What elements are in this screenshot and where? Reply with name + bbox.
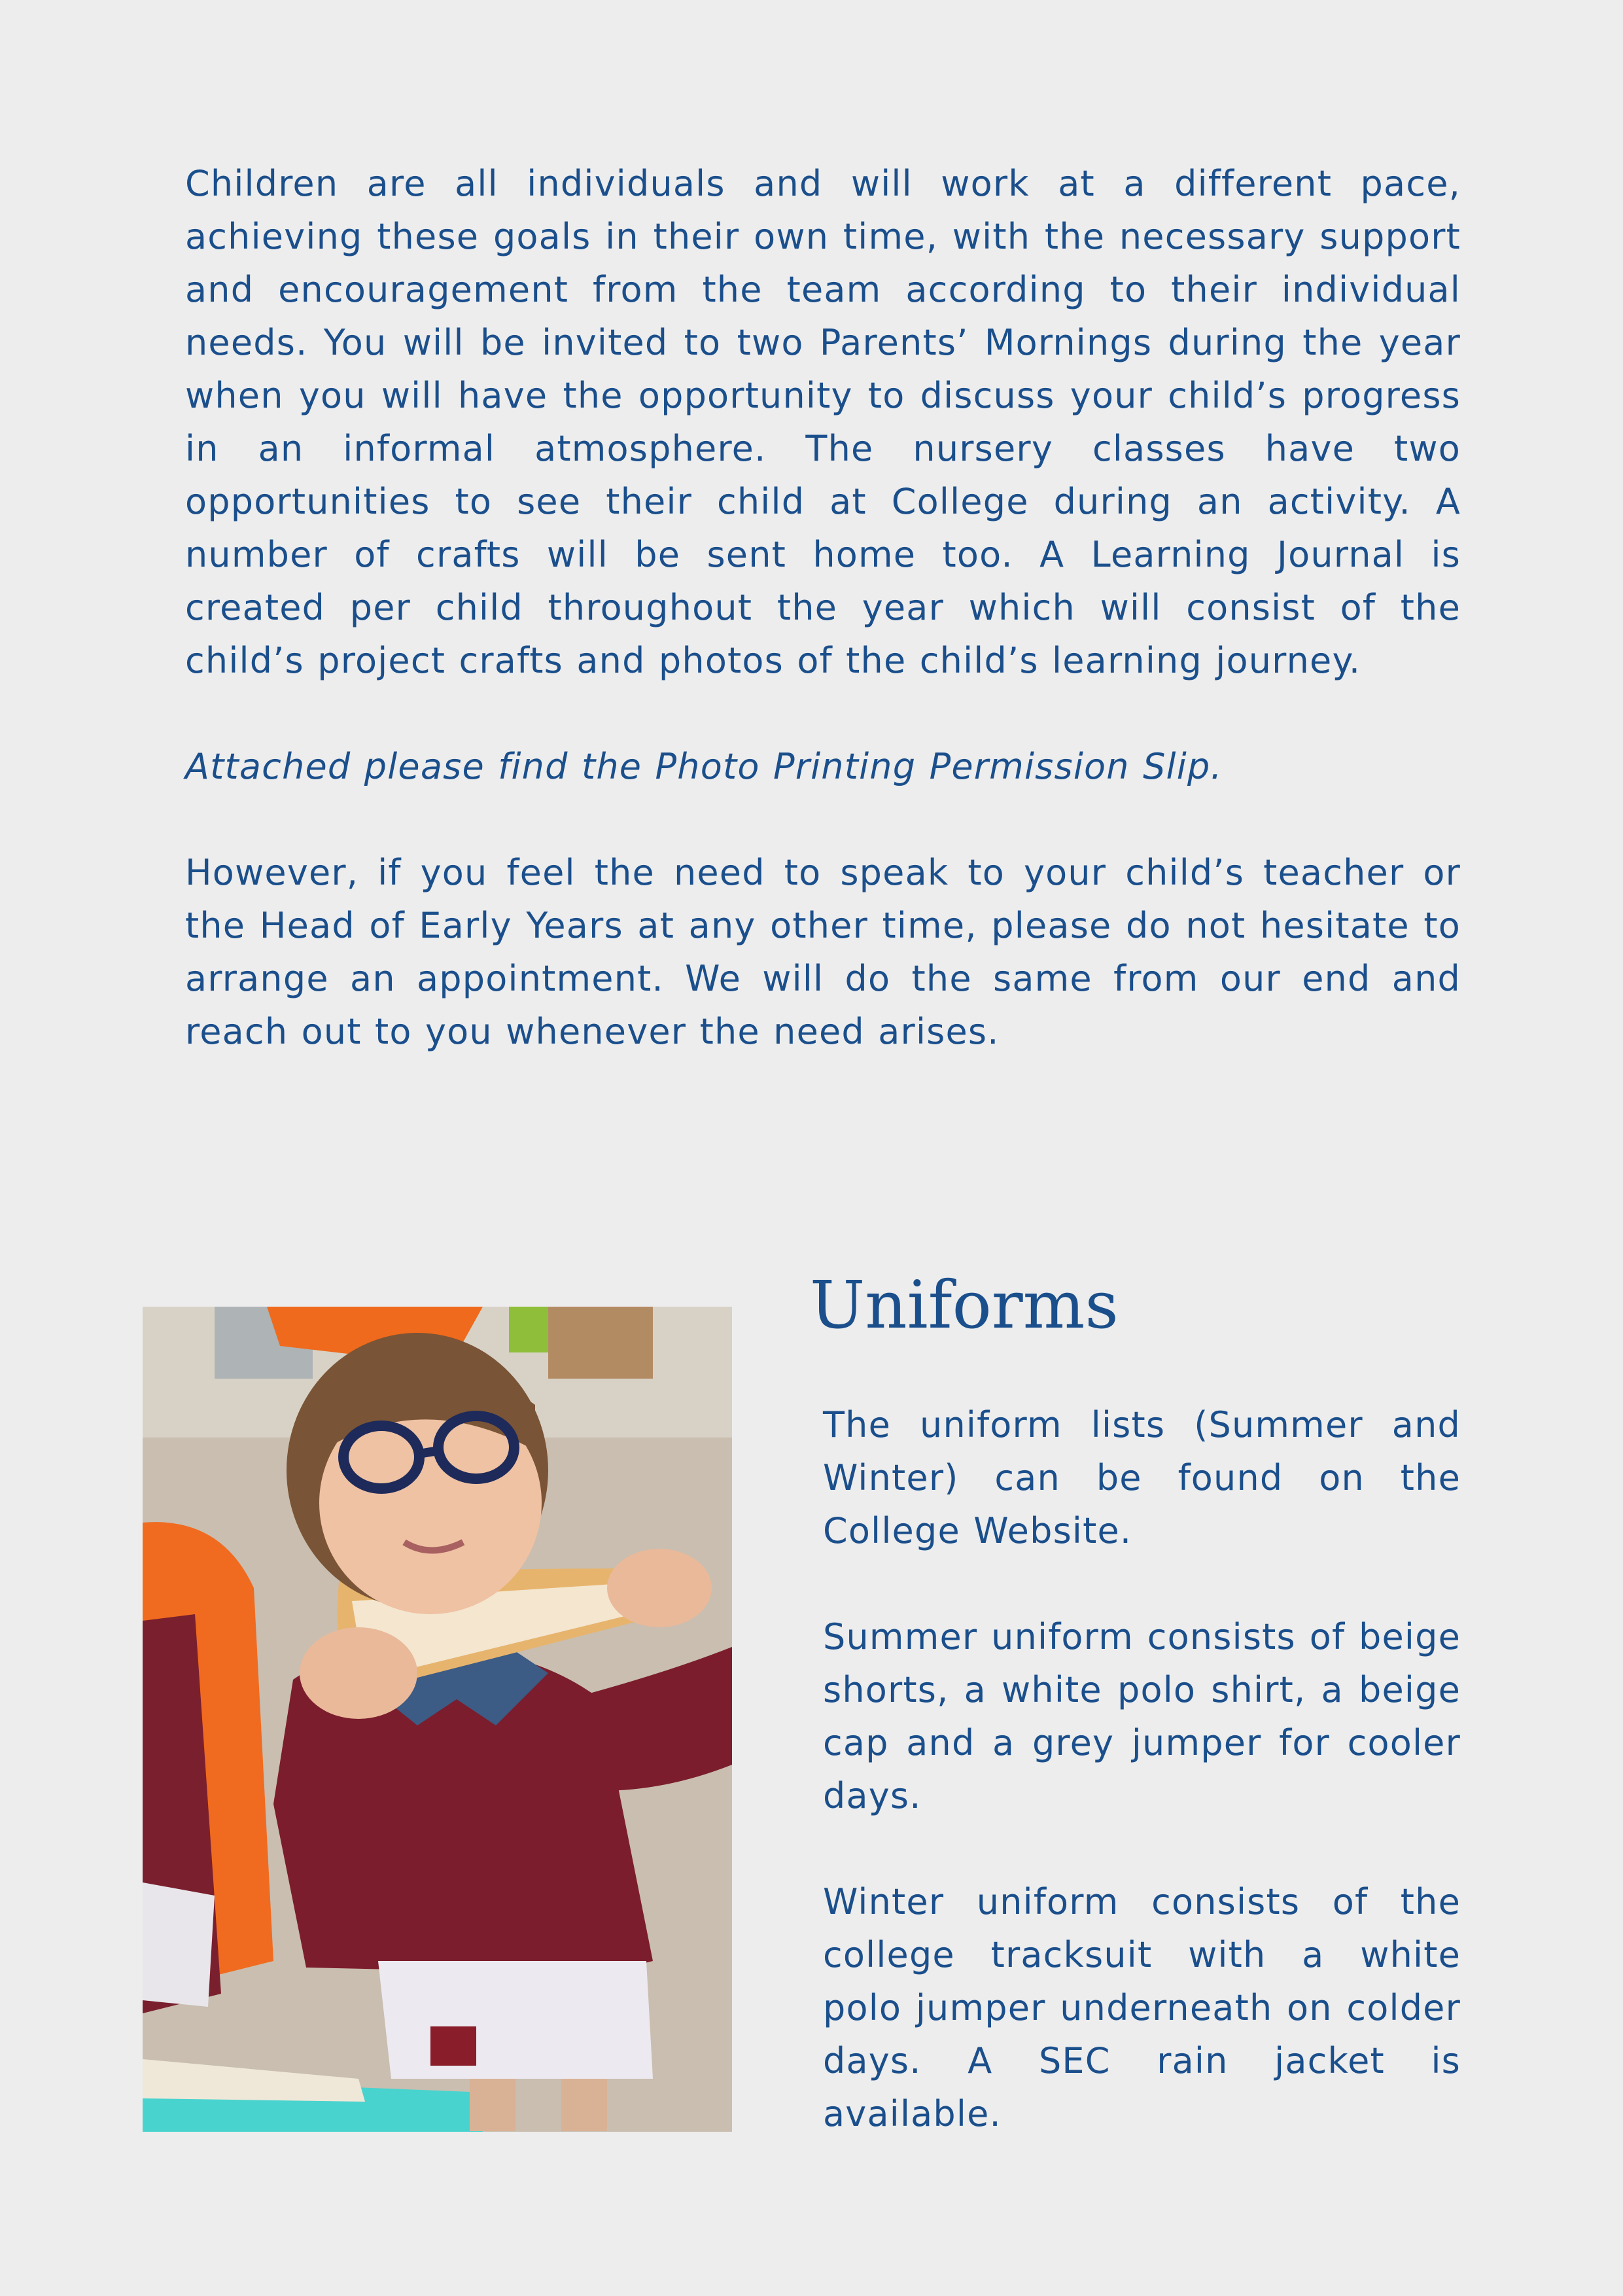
uniforms-section bbox=[823, 1398, 1461, 2140]
summer-uniform-paragraph: Summer uniform consists of beige shorts, a white polo shirt, a beige cap and a grey jumper for cooler days. bbox=[823, 1616, 1461, 1816]
attachment-note: Attached please find the Photo Printing Permission Slip. bbox=[185, 746, 1223, 787]
uniform-lists-paragraph: The uniform lists (Summer and Winter) can be found on the College Website. bbox=[823, 1404, 1461, 1551]
uniforms-heading: Uniforms bbox=[810, 1267, 1119, 1343]
intro-section bbox=[185, 157, 1461, 1058]
winter-uniform-paragraph: Winter uniform consists of the college tracksuit with a white polo jumper underneath on colder days. A SEC rain jacket is available. bbox=[823, 1881, 1461, 2134]
contact-paragraph: However, if you feel the need to speak to your child’s teacher or the Head of Early Years at any other time, please do not hesitate to arrange an appointment. We will do the same from our end and reach out to you whenever the need arises. bbox=[185, 852, 1461, 1052]
progress-paragraph: Children are all individuals and will work at a different pace, achieving these goals in their own time, with the necessary support and encouragement from the team according to their individual needs. You will be invited to two Parents’ Mornings during the year when you will have the opportunity to discuss your child’s progress in an informal atmosphere. The nursery classes have two opportunities to see their child at College during an activity. A number of crafts will be sent home too. A Learning Journal is created per child throughout the year which will consist of the child’s project crafts and photos of the child’s learning journey. bbox=[185, 163, 1461, 681]
child-photo bbox=[143, 1307, 732, 2132]
